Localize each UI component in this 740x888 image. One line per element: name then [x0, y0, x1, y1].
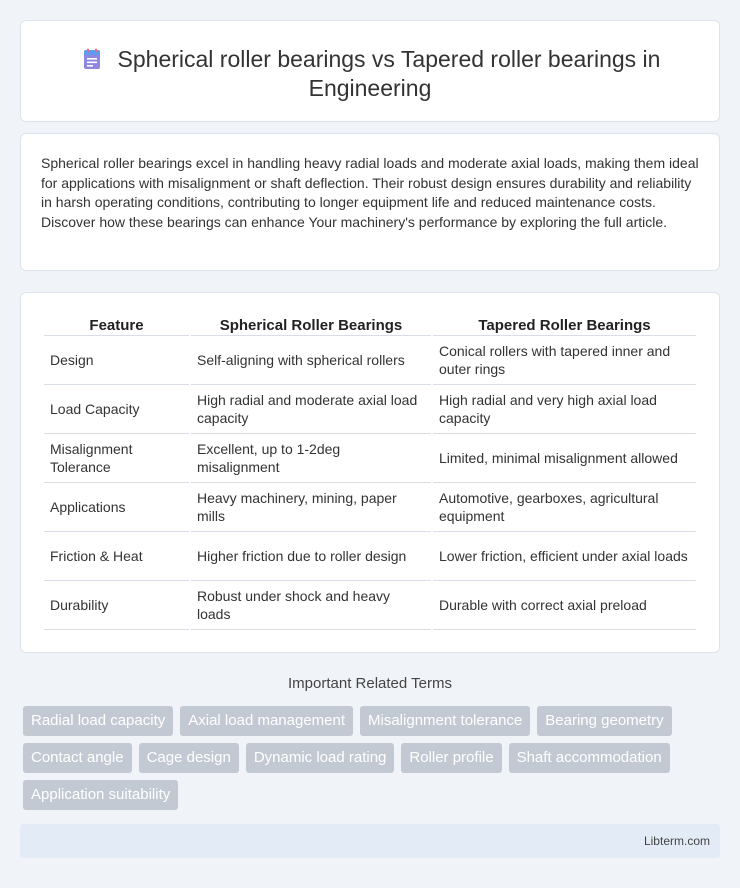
related-terms-list — [23, 706, 717, 810]
tapered-cell: Lower friction, efficient under axial loads — [433, 532, 696, 581]
feature-cell: Applications — [44, 483, 189, 532]
related-term-tag[interactable]: Contact angle — [23, 743, 132, 773]
comparison-table — [42, 316, 698, 630]
table-row — [44, 483, 696, 532]
related-term-tag[interactable]: Roller profile — [401, 743, 501, 773]
feature-cell: Design — [44, 336, 189, 385]
spherical-cell: Heavy machinery, mining, paper mills — [191, 483, 431, 532]
table-row — [44, 532, 696, 581]
feature-cell: Misalignment Tolerance — [44, 434, 189, 483]
intro-text: Spherical roller bearings excel in handling heavy radial loads and moderate axial loads, making them ideal for applications with misalignment or shaft deflection. Their robust design ensures durability and reliability in harsh operating conditions, contributing to longer equipment life and reduced maintenance costs. Discover how these bearings can enhance Your machinery's performance by exploring the full article. — [41, 155, 699, 230]
tapered-cell: Durable with correct axial preload — [433, 581, 696, 630]
tapered-cell: Conical rollers with tapered inner and outer rings — [433, 336, 696, 385]
spherical-cell: High radial and moderate axial load capacity — [191, 385, 431, 434]
related-term-tag[interactable]: Cage design — [139, 743, 239, 773]
feature-cell: Durability — [44, 581, 189, 630]
page-title-wrap — [61, 45, 679, 103]
table-row — [44, 385, 696, 434]
related-term-tag[interactable]: Axial load management — [180, 706, 353, 736]
table-row — [44, 434, 696, 483]
related-terms-title: Important Related Terms — [288, 675, 452, 692]
footer — [20, 824, 720, 858]
related-term-tag[interactable]: Shaft accommodation — [509, 743, 670, 773]
header-spherical: Spherical Roller Bearings — [191, 316, 431, 336]
spherical-cell: Excellent, up to 1-2deg misalignment — [191, 434, 431, 483]
tapered-cell: Automotive, gearboxes, agricultural equipment — [433, 483, 696, 532]
related-term-tag[interactable]: Dynamic load rating — [246, 743, 395, 773]
footer-site-link[interactable]: Libterm.com — [643, 834, 710, 848]
header-feature: Feature — [44, 316, 189, 336]
tapered-cell: High radial and very high axial load capacity — [433, 385, 696, 434]
table-header-row — [44, 316, 696, 336]
related-term-tag[interactable]: Application suitability — [23, 780, 178, 810]
header-card — [20, 20, 720, 122]
spherical-cell: Robust under shock and heavy loads — [191, 581, 431, 630]
tapered-cell: Limited, minimal misalignment allowed — [433, 434, 696, 483]
intro-card — [20, 133, 720, 271]
comparison-card — [20, 292, 720, 653]
feature-cell: Friction & Heat — [44, 532, 189, 581]
document-icon — [80, 47, 104, 71]
spherical-cell: Self-aligning with spherical rollers — [191, 336, 431, 385]
page-title: Spherical roller bearings vs Tapered roller bearings in Engineering — [117, 46, 661, 101]
feature-cell: Load Capacity — [44, 385, 189, 434]
related-term-tag[interactable]: Misalignment tolerance — [360, 706, 530, 736]
table-row — [44, 581, 696, 630]
header-tapered: Tapered Roller Bearings — [433, 316, 696, 336]
related-term-tag[interactable]: Radial load capacity — [23, 706, 173, 736]
spherical-cell: Higher friction due to roller design — [191, 532, 431, 581]
related-term-tag[interactable]: Bearing geometry — [537, 706, 671, 736]
table-row — [44, 336, 696, 385]
